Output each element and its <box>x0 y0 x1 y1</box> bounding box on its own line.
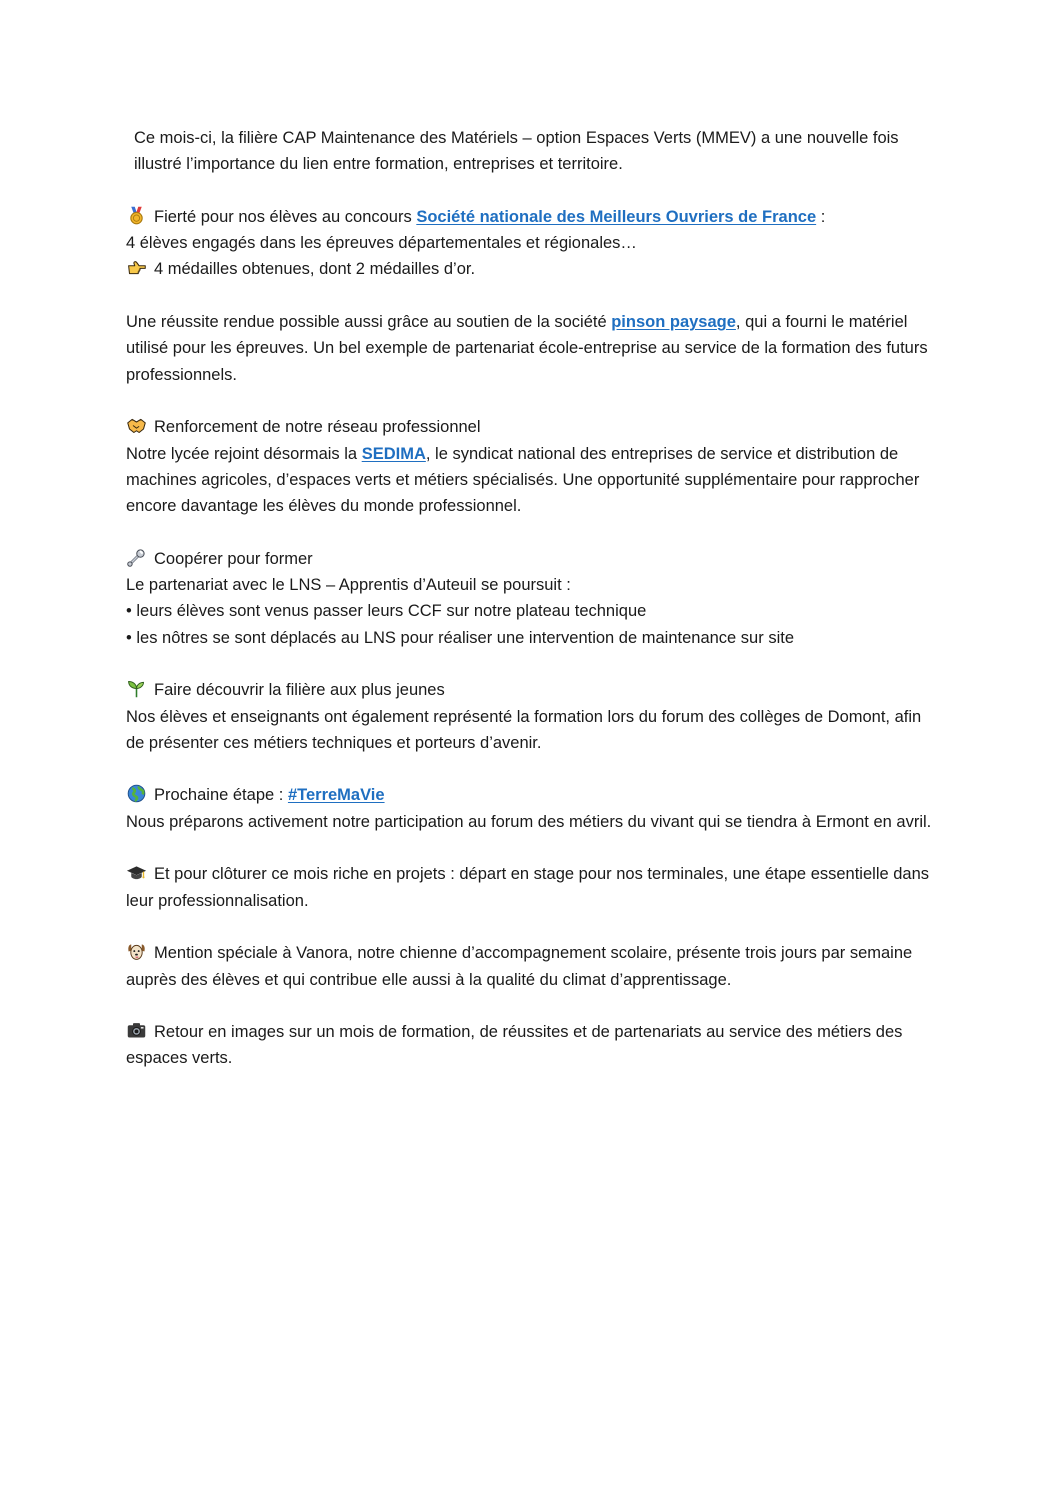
document-body <box>126 125 938 1072</box>
cooperer-title-line <box>126 546 938 572</box>
pinson-link[interactable]: pinson paysage <box>611 313 736 332</box>
pointing-hand-icon <box>126 257 147 278</box>
mof-line <box>126 204 938 230</box>
cooperer-intro: Le partenariat avec le LNS – Apprentis d’Auteuil se poursuit : <box>126 576 571 595</box>
reseau-title-line <box>126 414 938 440</box>
handshake-icon <box>126 415 147 436</box>
stage-paragraph <box>126 861 938 914</box>
cooperer-title: Coopérer pour former <box>154 549 313 568</box>
reseau-text-after: , le syndicat national des entreprises de service et distribution de machines agricoles, d’espaces verts et métiers spécialisés. Une opportunité supplémentaire pour rapprocher encore davantage les élèves du monde professionnel. <box>126 444 920 516</box>
mof-text-after: : <box>816 207 826 226</box>
sedima-link[interactable]: SEDIMA <box>361 444 426 463</box>
pinson-text-after: , qui a fourni le matériel utilisé pour les épreuves. Un bel exemple de partenariat école-entreprise au service de la formation des futurs professionnels. <box>126 313 928 384</box>
decouvrir-title-line <box>126 677 938 703</box>
wrench-icon <box>126 547 147 568</box>
stage-text: Et pour clôturer ce mois riche en projets : départ en stage pour nos terminales, une étape essentielle dans leur professionnalisation. <box>126 865 930 910</box>
medal-icon <box>126 205 147 226</box>
cooperer-bullet-1: • leurs élèves sont venus passer leurs CCF sur notre plateau technique <box>126 602 647 621</box>
pinson-text-before: Une réussite rendue possible aussi grâce au soutien de la société <box>126 313 612 332</box>
pinson-paragraph <box>126 309 938 388</box>
cooperer-bullet-2: • les nôtres se sont déplacés au LNS pour réaliser une intervention de maintenance sur site <box>126 628 794 647</box>
seedling-icon <box>126 678 147 699</box>
prochaine-text-before: Prochaine étape : <box>154 786 288 805</box>
reseau-title: Renforcement de notre réseau professionnel <box>154 418 481 437</box>
prochaine-title-line <box>126 782 938 808</box>
dog-face-icon <box>126 941 147 962</box>
intro-paragraph: Ce mois-ci, la filière CAP Maintenance des Matériels – option Espaces Verts (MMEV) a une nouvelle fois illustré l’importance du lien entre formation, entreprises et territoire. <box>134 129 899 174</box>
retour-paragraph <box>126 1019 938 1072</box>
globe-icon <box>126 783 147 804</box>
decouvrir-paragraph: Nos élèves et enseignants ont également représenté la formation lors du forum des collèges de Domont, afin de présenter ces métiers techniques et porteurs d’avenir. <box>126 707 922 752</box>
mof-link[interactable]: Société nationale des Meilleurs Ouvriers de France <box>416 207 817 226</box>
decouvrir-title: Faire découvrir la filière aux plus jeunes <box>154 681 445 700</box>
vanora-text: Mention spéciale à Vanora, notre chienne d’accompagnement scolaire, présente trois jours par semaine auprès des élèves et qui contribue elle aussi à la qualité du climat d’apprentissage. <box>126 944 913 989</box>
reseau-paragraph <box>126 441 938 520</box>
mof-text-before: Fierté pour nos élèves au concours <box>154 207 417 226</box>
retour-text: Retour en images sur un mois de formation, de réussites et de partenariats au service des métiers des espaces verts. <box>126 1023 903 1068</box>
terremavie-hashtag-link[interactable]: #TerreMaVie <box>287 786 385 805</box>
mof-participants: 4 élèves engagés dans les épreuves départementales et régionales… <box>126 234 637 253</box>
reseau-text-before: Notre lycée rejoint désormais la <box>126 444 362 463</box>
mof-results-line <box>126 256 938 282</box>
graduation-cap-icon <box>126 862 147 883</box>
vanora-paragraph <box>126 940 938 993</box>
camera-icon <box>126 1020 147 1041</box>
mof-results: 4 médailles obtenues, dont 2 médailles d’or. <box>154 260 476 279</box>
prochaine-paragraph: Nous préparons activement notre participation au forum des métiers du vivant qui se tiendra à Ermont en avril. <box>126 812 932 831</box>
